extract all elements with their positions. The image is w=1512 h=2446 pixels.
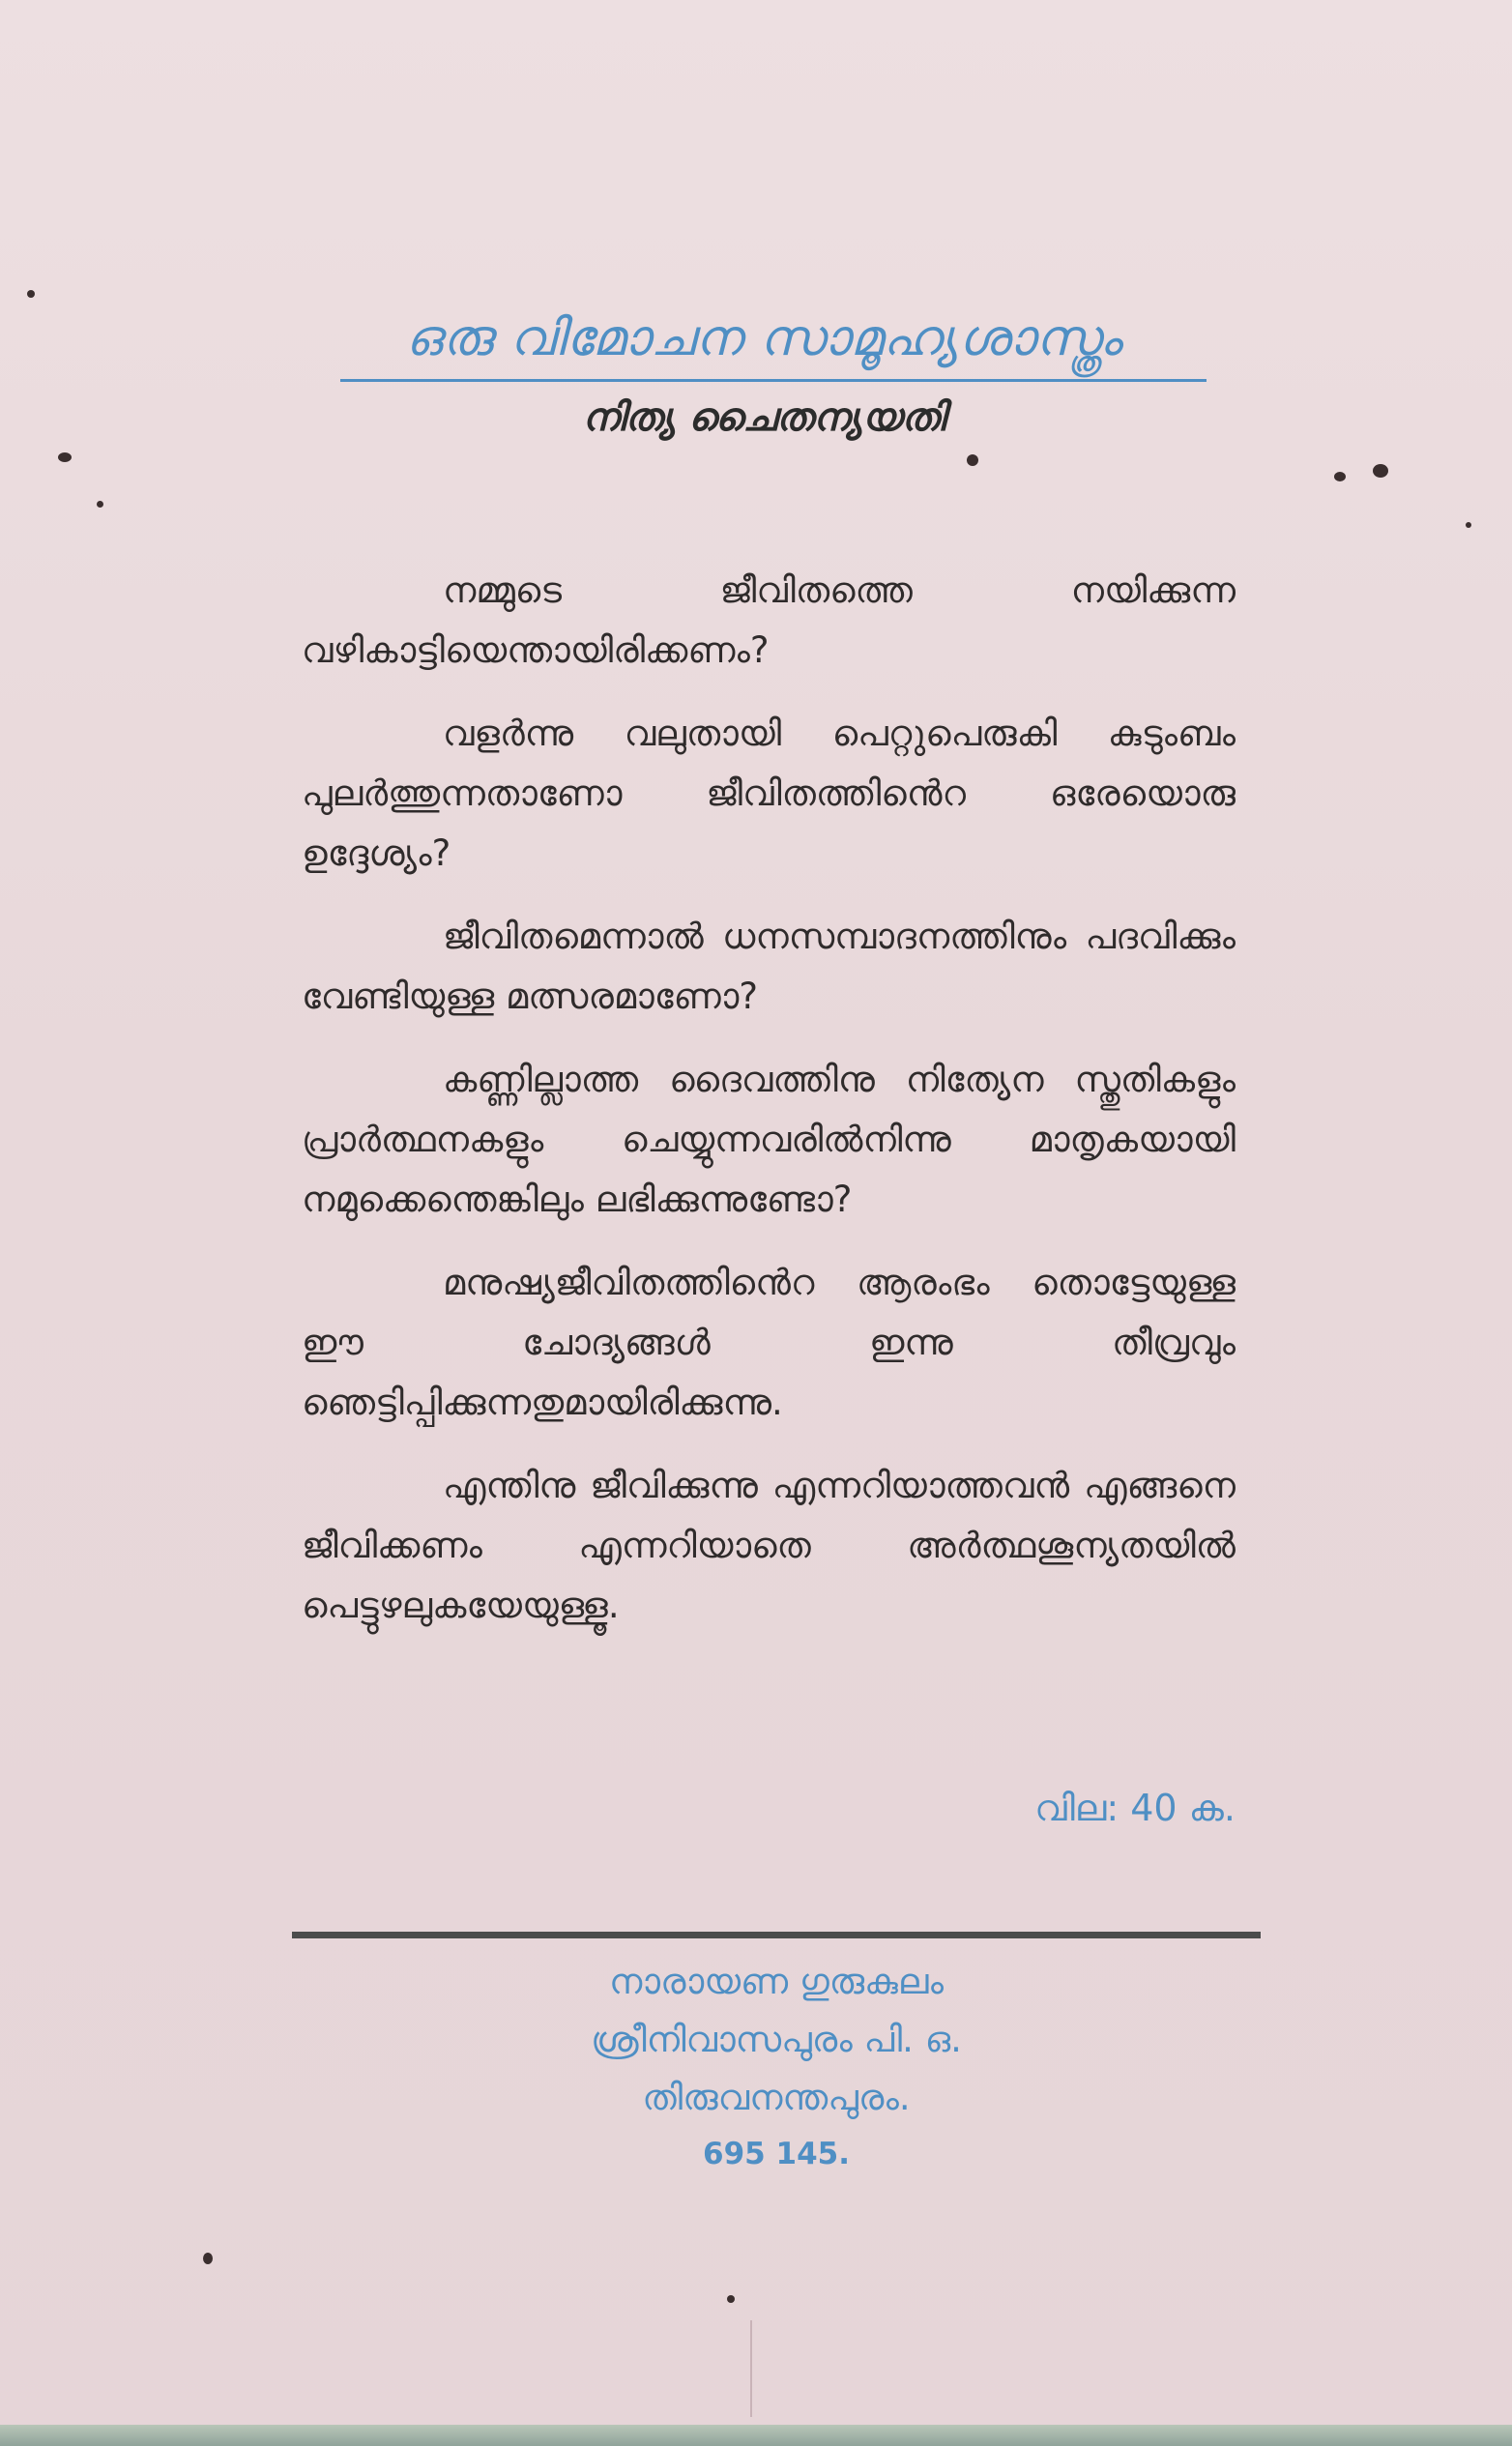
publisher-post-office: ശ്രീനിവാസപുരം പി. ഒ. <box>591 2019 962 2060</box>
price-label: വില: 40 ക. <box>1034 1787 1236 1829</box>
publisher-city: തിരുവനന്തപുരം. <box>642 2077 911 2118</box>
title-underline <box>340 379 1207 382</box>
publisher-name: നാരായണ ഗുരുകുലം <box>608 1961 945 2002</box>
blurb-paragraph: എന്തിനു ജീവിക്കുന്നു എന്നറിയാത്തവൻ എങ്ങനെ ജീവിക്കണം എന്നറിയാതെ അർത്ഥശൂന്യതയിൽ പെട്ടുഴലുകയേയുള്ളൂ. <box>302 1465 1236 1626</box>
scan-edge-strip <box>0 2425 1512 2446</box>
ink-speck <box>58 452 72 462</box>
blurb-paragraph: കണ്ണില്ലാത്ത ദൈവത്തിനു നിത്യേന സ്തുതികളും പ്രാർത്ഥനകളും ചെയ്യുന്നവരിൽനിന്നു മാതൃകയായി നമുക്കെന്തെങ്കിലും ലഭിക്കുന്നുണ്ടോ? <box>302 1059 1236 1220</box>
publisher-address <box>292 1953 1261 2181</box>
blurb-paragraph: വളർന്നു വലുതായി പെറ്റുപെരുകി കുടുംബം പുലർത്തുന്നതാണോ ജീവിതത്തിൻെറ ഒരേയൊരു ഉദ്ദേശ്യം? <box>302 713 1236 874</box>
ink-speck <box>27 290 35 298</box>
blurb-paragraph: ജീവിതമെന്നാൽ ധനസമ്പാദനത്തിനും പദവിക്കും വേണ്ടിയുള്ള മത്സരമാണോ? <box>302 916 1236 1017</box>
book-author: നിത്യ ചൈതന്യയതി <box>582 394 945 440</box>
blurb-paragraph: മനുഷ്യജീവിതത്തിൻെറ ആരംഭം തൊട്ടേയുള്ള ഈ ചോദ്യങ്ങൾ ഇന്നു തീവ്രവും ഞെട്ടിപ്പിക്കുന്നതുമായിരിക്കുന്നു. <box>302 1262 1236 1423</box>
ink-speck <box>727 2295 735 2303</box>
publisher-pincode: 695 145. <box>703 2137 850 2171</box>
book-title: ഒരു വിമോചന സാമൂഹ്യശാസ്ത്രം <box>405 309 1122 367</box>
blurb-paragraph: നമ്മുടെ ജീവിതത്തെ നയിക്കുന്ന വഴികാട്ടിയെന്തായിരിക്കണം? <box>302 569 1236 671</box>
ink-speck <box>1334 472 1346 481</box>
ink-speck <box>967 454 978 466</box>
publisher-divider <box>292 1932 1261 1938</box>
ink-speck <box>97 501 103 508</box>
ink-speck <box>1466 522 1471 528</box>
ink-speck <box>1373 464 1388 478</box>
ink-speck <box>203 2253 213 2264</box>
blurb-text <box>302 561 1236 1659</box>
paper-crease <box>750 2320 752 2417</box>
